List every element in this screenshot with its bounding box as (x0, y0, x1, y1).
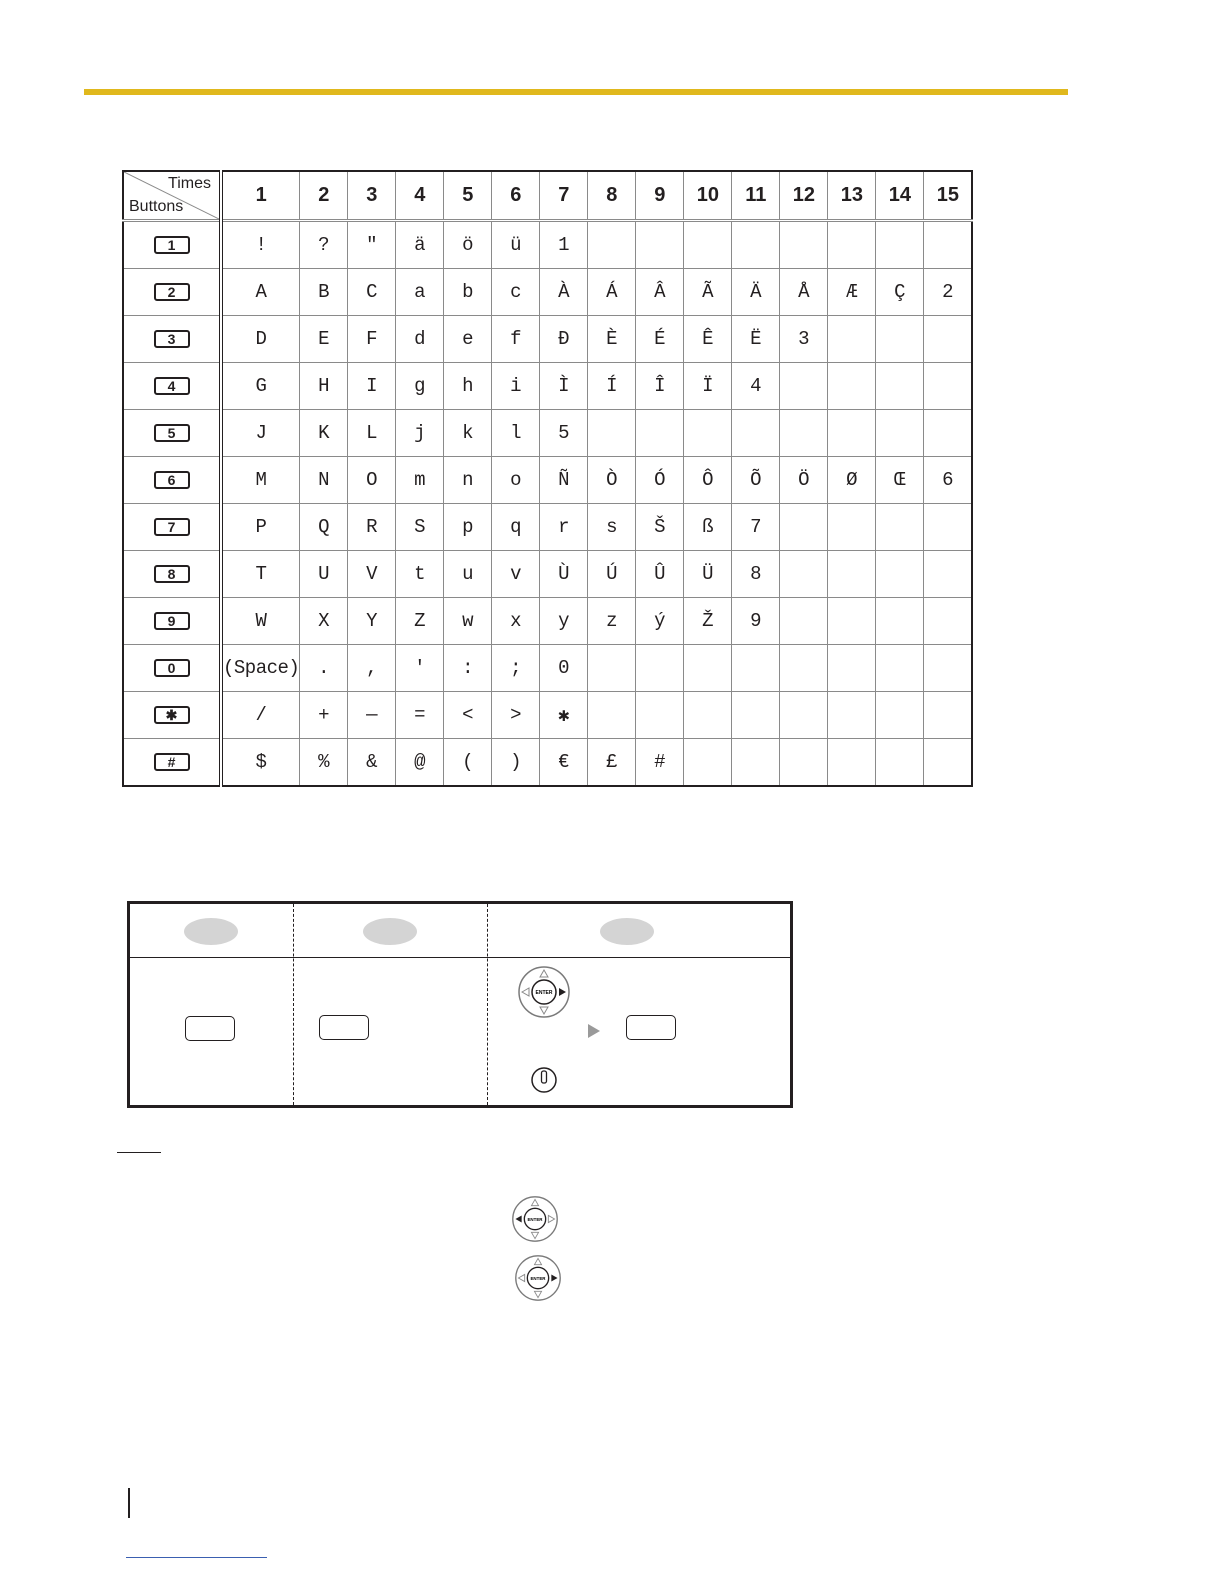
character-cell (588, 410, 636, 457)
dial-key-label: 3 (154, 330, 190, 348)
character-cell (636, 645, 684, 692)
character-cell (828, 316, 876, 363)
character-cell: Ø (828, 457, 876, 504)
dial-key-cell (123, 504, 221, 551)
character-cell (780, 739, 828, 787)
dial-key-cell (123, 692, 221, 739)
character-cell: % (300, 739, 348, 787)
character-cell (588, 692, 636, 739)
character-cell: Ü (684, 551, 732, 598)
step-2-key-button[interactable] (319, 1015, 369, 1040)
character-cell (924, 221, 973, 269)
header-accent-rule (84, 89, 1068, 95)
table-row (123, 504, 972, 551)
table-row (123, 363, 972, 410)
table-row (123, 739, 972, 787)
character-cell: @ (396, 739, 444, 787)
corner-cell (123, 171, 221, 221)
character-cell: V (348, 551, 396, 598)
character-cell: s (588, 504, 636, 551)
character-cell: e (444, 316, 492, 363)
character-cell: j (396, 410, 444, 457)
character-cell: g (396, 363, 444, 410)
footer-link-rule[interactable] (126, 1557, 267, 1558)
character-cell: Ñ (540, 457, 588, 504)
character-cell (732, 410, 780, 457)
character-cell: ' (396, 645, 444, 692)
dial-key-label: 5 (154, 424, 190, 442)
dial-key-label: 2 (154, 283, 190, 301)
character-cell (636, 221, 684, 269)
character-cell: t (396, 551, 444, 598)
character-cell: : (444, 645, 492, 692)
dial-key-cell (123, 645, 221, 692)
character-cell: Ç (876, 269, 924, 316)
footer-page-bar (128, 1488, 130, 1518)
character-cell: ý (636, 598, 684, 645)
times-column-header: 13 (828, 171, 876, 221)
times-column-header: 10 (684, 171, 732, 221)
buttons-label: Buttons (129, 198, 184, 215)
character-cell (924, 692, 973, 739)
character-cell: I (348, 363, 396, 410)
character-cell: 4 (732, 363, 780, 410)
character-cell: Z (396, 598, 444, 645)
character-cell: 5 (540, 410, 588, 457)
dial-key-label: ✱ (154, 706, 190, 724)
character-cell: f (492, 316, 540, 363)
table-row (123, 645, 972, 692)
character-cell: ü (492, 221, 540, 269)
character-cell: d (396, 316, 444, 363)
character-cell: Ã (684, 269, 732, 316)
character-cell: l (492, 410, 540, 457)
character-cell (732, 692, 780, 739)
character-cell: T (221, 551, 300, 598)
dial-key-cell (123, 269, 221, 316)
character-cell: Õ (732, 457, 780, 504)
character-cell: $ (221, 739, 300, 787)
character-cell (732, 221, 780, 269)
character-cell (924, 551, 973, 598)
character-cell (924, 316, 973, 363)
character-cell: Ê (684, 316, 732, 363)
character-cell (780, 363, 828, 410)
character-cell: U (300, 551, 348, 598)
character-cell (876, 598, 924, 645)
character-cell (780, 410, 828, 457)
table-row (123, 692, 972, 739)
pad-enter-label: ENTER (535, 990, 553, 996)
table-body (123, 221, 972, 787)
character-cell (876, 221, 924, 269)
character-cell: " (348, 221, 396, 269)
character-cell: L (348, 410, 396, 457)
character-cell: n (444, 457, 492, 504)
step-2-marker (363, 918, 417, 945)
times-column-header: 9 (636, 171, 684, 221)
character-cell: Œ (876, 457, 924, 504)
character-cell: c (492, 269, 540, 316)
character-cell: K (300, 410, 348, 457)
character-cell: P (221, 504, 300, 551)
character-cell: 6 (924, 457, 973, 504)
times-column-header: 3 (348, 171, 396, 221)
character-cell: < (444, 692, 492, 739)
character-cell: Y (348, 598, 396, 645)
character-cell: 3 (780, 316, 828, 363)
dial-key-label: 9 (154, 612, 190, 630)
character-cell: # (636, 739, 684, 787)
character-cell: M (221, 457, 300, 504)
character-cell: (Space) (221, 645, 300, 692)
character-cell (924, 739, 973, 787)
character-entry-table (122, 170, 973, 787)
character-cell: W (221, 598, 300, 645)
character-cell: X (300, 598, 348, 645)
character-cell: m (396, 457, 444, 504)
dial-key-cell (123, 316, 221, 363)
character-cell: À (540, 269, 588, 316)
character-cell: B (300, 269, 348, 316)
character-cell: ) (492, 739, 540, 787)
character-cell: = (396, 692, 444, 739)
times-column-header: 7 (540, 171, 588, 221)
character-cell (828, 551, 876, 598)
character-cell: D (221, 316, 300, 363)
character-cell: h (444, 363, 492, 410)
character-cell (876, 692, 924, 739)
character-cell (780, 221, 828, 269)
character-cell (828, 645, 876, 692)
character-cell: N (300, 457, 348, 504)
character-cell (780, 504, 828, 551)
character-cell: Š (636, 504, 684, 551)
character-cell: € (540, 739, 588, 787)
character-cell (588, 221, 636, 269)
character-cell: 2 (924, 269, 973, 316)
character-cell: Å (780, 269, 828, 316)
character-cell: Ä (732, 269, 780, 316)
times-column-header: 2 (300, 171, 348, 221)
character-cell (876, 739, 924, 787)
step-3-key-button[interactable] (626, 1015, 676, 1040)
character-cell: Ž (684, 598, 732, 645)
character-cell: k (444, 410, 492, 457)
character-cell: ä (396, 221, 444, 269)
character-cell (828, 410, 876, 457)
character-cell: E (300, 316, 348, 363)
character-cell: Ô (684, 457, 732, 504)
dial-key-cell (123, 221, 221, 269)
character-cell: v (492, 551, 540, 598)
procedure-box (127, 901, 793, 1108)
character-cell (636, 410, 684, 457)
times-column-header: 4 (396, 171, 444, 221)
character-cell (828, 739, 876, 787)
dial-key-cell (123, 551, 221, 598)
character-cell: q (492, 504, 540, 551)
character-cell (684, 410, 732, 457)
character-cell: y (540, 598, 588, 645)
character-cell (828, 692, 876, 739)
character-cell: 1 (540, 221, 588, 269)
character-cell: O (348, 457, 396, 504)
dial-key-label: 0 (154, 659, 190, 677)
character-cell (828, 598, 876, 645)
dial-key-label: 6 (154, 471, 190, 489)
procedure-header-divider (130, 957, 790, 958)
times-column-header: 11 (732, 171, 780, 221)
times-column-header: 12 (780, 171, 828, 221)
character-cell: u (444, 551, 492, 598)
hang-up-icon[interactable] (529, 1065, 559, 1095)
character-cell (924, 598, 973, 645)
pad-enter-label: ENTER (527, 1216, 543, 1222)
note-heading-rule (117, 1152, 161, 1153)
character-cell: Ò (588, 457, 636, 504)
character-cell: + (300, 692, 348, 739)
times-column-header: 15 (924, 171, 973, 221)
dial-key-label: # (154, 753, 190, 771)
character-cell (876, 410, 924, 457)
character-cell: w (444, 598, 492, 645)
table-row (123, 316, 972, 363)
character-cell: x (492, 598, 540, 645)
character-cell: R (348, 504, 396, 551)
times-column-header: 6 (492, 171, 540, 221)
character-cell: É (636, 316, 684, 363)
character-cell: ✱ (540, 692, 588, 739)
navigator-left-icon (511, 1195, 559, 1243)
character-cell (684, 221, 732, 269)
character-cell: G (221, 363, 300, 410)
character-cell: J (221, 410, 300, 457)
navigator-right-icon (514, 1254, 562, 1302)
character-cell: £ (588, 739, 636, 787)
character-cell (876, 316, 924, 363)
character-cell: ö (444, 221, 492, 269)
table-row (123, 410, 972, 457)
character-cell (684, 739, 732, 787)
character-cell: , (348, 645, 396, 692)
character-cell: / (221, 692, 300, 739)
character-cell: S (396, 504, 444, 551)
character-cell: Ë (732, 316, 780, 363)
dial-key-cell (123, 410, 221, 457)
character-cell (924, 410, 973, 457)
character-cell: ? (300, 221, 348, 269)
character-cell: ß (684, 504, 732, 551)
character-cell (780, 692, 828, 739)
character-cell: F (348, 316, 396, 363)
character-cell (876, 363, 924, 410)
table-row (123, 598, 972, 645)
navigator-key-icon[interactable] (517, 965, 571, 1019)
character-cell (732, 645, 780, 692)
character-cell: . (300, 645, 348, 692)
character-cell: Ú (588, 551, 636, 598)
dial-key-label: 4 (154, 377, 190, 395)
character-cell (636, 692, 684, 739)
character-cell (780, 551, 828, 598)
character-cell: a (396, 269, 444, 316)
next-arrow-icon (588, 1024, 600, 1038)
character-cell: Û (636, 551, 684, 598)
character-cell: ( (444, 739, 492, 787)
character-cell (780, 598, 828, 645)
dial-key-cell (123, 457, 221, 504)
character-cell: Đ (540, 316, 588, 363)
character-cell: Æ (828, 269, 876, 316)
character-cell: b (444, 269, 492, 316)
character-cell (684, 692, 732, 739)
dial-key-cell (123, 739, 221, 787)
pad-enter-label: ENTER (530, 1275, 546, 1281)
dial-key-cell (123, 363, 221, 410)
character-cell (876, 645, 924, 692)
character-cell: 9 (732, 598, 780, 645)
character-cell: Ö (780, 457, 828, 504)
character-cell: H (300, 363, 348, 410)
character-cell: Ù (540, 551, 588, 598)
character-cell: Î (636, 363, 684, 410)
step-separator (293, 904, 294, 1105)
character-cell: z (588, 598, 636, 645)
character-cell: Q (300, 504, 348, 551)
character-cell: Í (588, 363, 636, 410)
character-cell (924, 645, 973, 692)
character-cell: È (588, 316, 636, 363)
character-cell: > (492, 692, 540, 739)
dial-key-label: 7 (154, 518, 190, 536)
character-cell (828, 504, 876, 551)
character-cell: ! (221, 221, 300, 269)
character-cell: C (348, 269, 396, 316)
character-cell: 7 (732, 504, 780, 551)
times-column-header: 8 (588, 171, 636, 221)
character-cell: o (492, 457, 540, 504)
table-row (123, 269, 972, 316)
character-cell: & (348, 739, 396, 787)
step-3-marker (600, 918, 654, 945)
character-cell (780, 645, 828, 692)
character-cell (924, 504, 973, 551)
character-cell (684, 645, 732, 692)
character-cell: r (540, 504, 588, 551)
times-column-header: 14 (876, 171, 924, 221)
character-cell (828, 363, 876, 410)
character-cell: Ó (636, 457, 684, 504)
step-1-key-button[interactable] (185, 1016, 235, 1041)
character-cell: i (492, 363, 540, 410)
dial-key-label: 8 (154, 565, 190, 583)
table-row (123, 457, 972, 504)
character-cell: 8 (732, 551, 780, 598)
character-cell (732, 739, 780, 787)
table-row (123, 221, 972, 269)
character-cell (588, 645, 636, 692)
times-column-header: 1 (221, 171, 300, 221)
character-cell: 0 (540, 645, 588, 692)
character-cell (828, 221, 876, 269)
character-cell (924, 363, 973, 410)
character-cell (876, 504, 924, 551)
character-cell: Â (636, 269, 684, 316)
character-cell: Ï (684, 363, 732, 410)
step-1-marker (184, 918, 238, 945)
times-column-header: 5 (444, 171, 492, 221)
table-row (123, 551, 972, 598)
character-cell: A (221, 269, 300, 316)
character-cell: p (444, 504, 492, 551)
step-separator (487, 904, 488, 1105)
character-cell (876, 551, 924, 598)
character-cell: — (348, 692, 396, 739)
character-cell: Á (588, 269, 636, 316)
dial-key-label: 1 (154, 236, 190, 254)
table-header-row (123, 171, 972, 221)
character-cell: Ì (540, 363, 588, 410)
dial-key-cell (123, 598, 221, 645)
times-label: Times (168, 175, 211, 192)
character-cell: ; (492, 645, 540, 692)
